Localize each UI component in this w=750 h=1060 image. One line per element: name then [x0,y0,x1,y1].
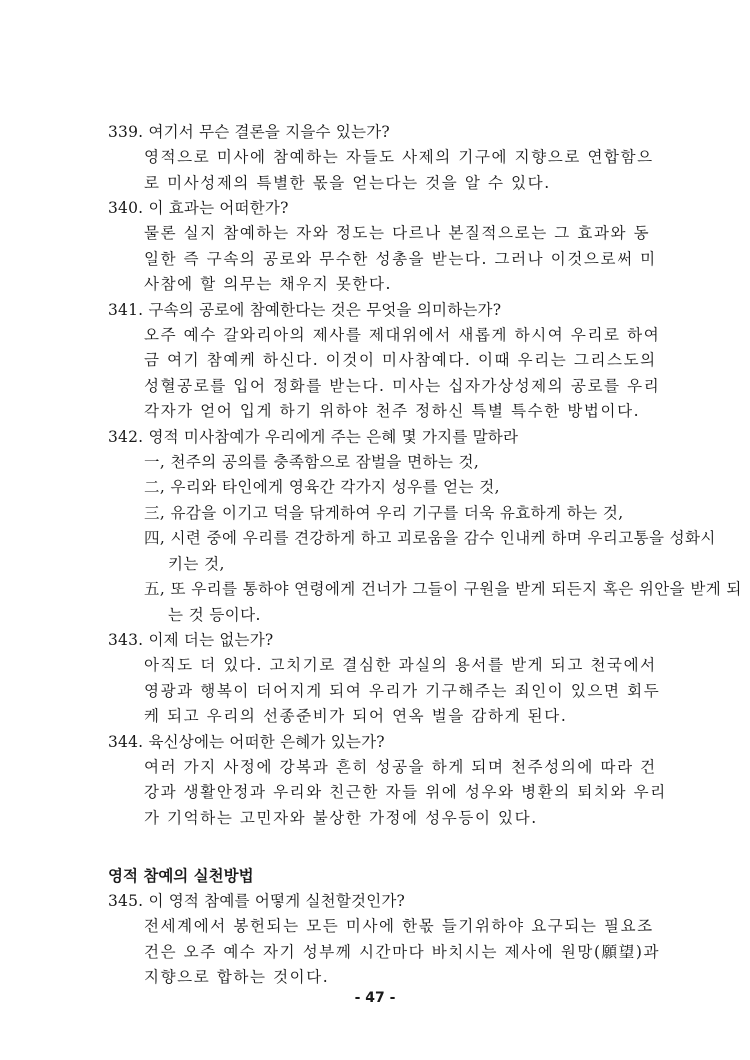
answer-line: 로 미사성제의 특별한 몫을 얻는다는 것을 알 수 있다. [144,173,551,192]
answer-line: 가 기억하는 고민자와 불상한 가정에 성우등이 있다. [144,808,538,827]
answer-line: 전세계에서 봉헌되는 모든 미사에 한몫 들기위하야 요구되는 필요조 [144,917,654,935]
question-339 [108,120,654,196]
answer-line: 지향으로 합하는 것이다. [144,968,330,986]
answer-line: 아직도 더 있다. 고치기로 결심한 과실의 용서를 받게 되고 천국에서 [144,656,657,674]
question-340-title: 340. 이 효과는 어떠한가? [108,199,289,217]
list-item: 一, 천주의 공의를 충족함으로 잠벌을 면하는 것, [144,452,480,471]
question-344-title: 344. 육신상에는 어떠한 은혜가 있는가? [108,732,385,751]
question-342-title: 342. 영적 미사참예가 우리에게 주는 은혜 몇 가지를 말하라 [108,427,519,446]
list-item-continuation: 는 것 등이다. [168,605,261,624]
question-341 [108,298,661,425]
question-343 [108,628,661,730]
answer-line: 성혈공로를 입어 정화를 받는다. 미사는 십자가상성제의 공로를 우리 [144,376,661,395]
list-item: 四, 시련 중에 우리를 견강하게 하고 괴로움을 감수 인내케 하며 우리고통을 성화시 [144,529,716,547]
question-341-title: 341. 구속의 공로에 참예한다는 것은 무엇을 의미하는가? [108,300,502,319]
answer-line: 일한 즉 구속의 공로와 무수한 성총을 받는다. 그러나 이것으로써 미 [144,249,657,268]
answer-line: 영광과 행복이 더어지게 되여 우리가 기구해주는 죄인이 있으면 회두 [144,681,661,700]
question-342 [108,425,742,629]
answer-line: 강과 생활안정과 우리와 친근한 자들 위에 성우와 병환의 퇴치와 우리 [144,783,667,801]
answer-line: 물론 실지 참예하는 자와 정도는 다르나 본질적으로는 그 효과와 동 [144,224,651,242]
list-item: 二, 우리와 타인에게 영육간 각가지 성우를 얻는 것, [144,478,500,496]
question-345 [108,889,661,991]
answer-line: 오주 예수 갈와리아의 제사를 제대위에서 새롭게 하시여 우리로 하여 [144,325,661,344]
question-344 [108,730,667,832]
list-item: 三, 유감을 이기고 덕을 닦게하여 우리 기구를 더욱 유효하게 하는 것, [144,503,624,522]
answer-line: 각자가 얻어 입게 하기 위하야 천주 정하신 특별 특수한 방법이다. [144,402,641,420]
question-340 [108,196,657,298]
answer-line: 여러 가지 사정에 강복과 흔히 성공을 하게 되며 천주성의에 따라 건 [144,757,657,776]
section-heading: 영적 참예의 실천방법 [108,867,254,885]
page-content [108,120,742,991]
question-339-title: 339. 여기서 무슨 결론을 지을수 있는가? [108,123,390,141]
list-item: 五, 또 우리를 통하야 연령에게 건너가 그들이 구원을 받게 되든지 혹은 위안을 받게 되 [144,580,742,598]
answer-line: 금 여기 참예케 하신다. 이것이 미사참예다. 이때 우리는 그리스도의 [144,351,657,369]
question-345-title: 345. 이 영적 참예를 어떻게 실천할것인가? [108,892,406,910]
page-number: - 47 - [354,990,396,1006]
answer-line: 영적으로 미사에 참예하는 자들도 사제의 기구에 지향으로 연합함으 [144,148,654,166]
question-343-title: 343. 이제 더는 없는가? [108,631,274,649]
answer-line: 사참에 할 의무는 채우지 못한다. [144,275,393,293]
answer-line: 건은 오주 예수 자기 성부께 시간마다 바치시는 제사에 원망(願望)과 [144,942,661,961]
answer-line: 케 되고 우리의 선종준비가 되어 연옥 벌을 감하게 된다. [144,707,568,725]
list-item-continuation: 키는 것, [168,554,225,573]
